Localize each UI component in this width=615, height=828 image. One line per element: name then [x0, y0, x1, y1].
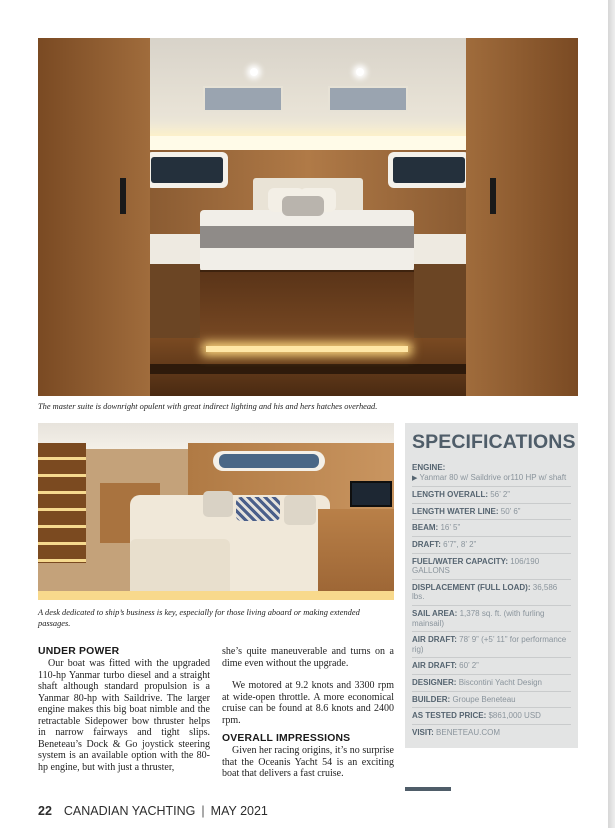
paragraph: We motored at 9.2 knots and 3300 rpm at wide-open throttle. A more economical cruise can be found at 8.6 knots and 2400 rpm. [222, 680, 394, 726]
section-heading-under-power: UNDER POWER [38, 646, 120, 657]
page-edge-shadow [608, 0, 615, 828]
spec-row [412, 708, 571, 725]
wardrobe-handle [120, 178, 126, 214]
spec-value: 60’ 2” [459, 661, 479, 671]
cushion [284, 495, 316, 525]
spec-row [412, 554, 571, 580]
spec-label: VISIT: [412, 727, 434, 737]
wardrobe-left [38, 38, 150, 396]
companionway-stairs [38, 443, 86, 563]
spec-row [412, 504, 571, 521]
floor-glow [38, 591, 394, 600]
saloon-desk-photo [38, 423, 394, 600]
hull-window [213, 451, 325, 471]
specs-accent-rule [405, 787, 451, 791]
spec-label: DESIGNER: [412, 677, 457, 687]
step [108, 364, 508, 374]
spec-row [412, 675, 571, 692]
bed-base-drawers [200, 270, 414, 348]
page-footer [38, 804, 268, 818]
spec-row [412, 580, 571, 606]
photo-caption-middle: A desk dedicated to ship’s business is key, especially for those living aboard or making extended passages. [38, 608, 360, 628]
spec-row [412, 520, 571, 537]
spec-engine [412, 460, 571, 487]
spec-value: $861,000 USD [488, 711, 541, 721]
spec-value: Yanmar 80 w/ Saildrive or110 HP w/ shaft [419, 472, 567, 482]
article-column-1 [38, 658, 210, 790]
spec-label: LENGTH WATER LINE: [412, 506, 499, 516]
chartplotter-screen [350, 481, 392, 507]
paragraph: Given her racing origins, it’s no surprise that the Oceanis Yacht 54 is an exciting boat that delivers a fast cruise. [222, 745, 394, 779]
spec-value: 36,586 lbs. [412, 582, 558, 602]
article-column-2 [222, 646, 394, 726]
spec-value: 16’ 5” [440, 523, 461, 533]
spec-label: DISPLACEMENT (FULL LOAD): [412, 582, 531, 592]
spec-label: AIR DRAFT: [412, 635, 457, 645]
spec-value: 1,378 sq. ft. (with furling mainsail) [412, 608, 545, 628]
cushion [203, 491, 233, 517]
spec-value: 6’7”, 8’ 2” [443, 539, 477, 549]
issue-date: MAY 2021 [210, 804, 268, 818]
wardrobe-right [466, 38, 578, 396]
spec-value: 78’ 9” (+5’ 11” for performance rig) [412, 635, 567, 654]
spec-row [412, 632, 571, 658]
floor-glow [206, 346, 408, 352]
patterned-cushion [236, 497, 280, 521]
spec-value: Biscontini Yacht Design [458, 677, 542, 687]
spec-row [412, 692, 571, 709]
spec-label: SAIL AREA: [412, 608, 458, 618]
spec-label: AIR DRAFT: [412, 661, 457, 671]
page-number: 22 [38, 804, 52, 818]
specifications-box [405, 423, 578, 748]
porthole-window-right [388, 152, 470, 188]
spec-label: DRAFT: [412, 539, 441, 549]
overhead-hatch-left [203, 86, 283, 112]
spec-row [412, 537, 571, 554]
spec-value: Groupe Beneteau [452, 694, 516, 704]
footer-separator: | [201, 804, 205, 818]
spec-label: BEAM: [412, 523, 439, 533]
spec-row [412, 725, 571, 741]
section-heading-overall-impressions: OVERALL IMPRESSIONS [222, 733, 351, 744]
spec-label: ENGINE: [412, 463, 446, 472]
article-column-2-end [222, 745, 394, 780]
spec-value: BENETEAU.COM [436, 727, 501, 737]
spec-value: 106/190 GALLONS [412, 556, 540, 576]
spec-row [412, 658, 571, 675]
photo-caption-top: The master suite is downright opulent with great indirect lighting and his and hers hatches overhead. [38, 402, 378, 411]
spec-value: 50’ 6” [500, 506, 521, 516]
spec-row [412, 487, 571, 504]
spec-label: BUILDER: [412, 694, 451, 704]
paragraph: she’s quite maneuverable and turns on a dime even without the upgrade. [222, 646, 394, 669]
porthole-window-left [146, 152, 228, 188]
spec-list [412, 487, 571, 740]
magazine-name: CANADIAN YACHTING [63, 804, 196, 818]
bed-throw [200, 226, 414, 248]
wardrobe-handle [490, 178, 496, 214]
ceiling-light [250, 68, 258, 76]
spec-label: AS TESTED PRICE: [412, 711, 487, 721]
master-suite-photo [38, 38, 578, 396]
paragraph: Our boat was fitted with the upgraded 110-hp Yanmar turbo diesel and a straight shaft although standard propulsion is a Yanmar 80-hp with Saildrive. The larger engine makes this big boat nimble and the retractable Sidepower bow thruster helps in narrow fairways and tight slips. Beneteau’s Dock & Go joystick steering system is an available option with the 80-hp engine, but with just a thruster, [38, 658, 210, 773]
spec-value: 56’ 2” [490, 490, 510, 500]
specifications-title: SPECIFICATIONS [412, 431, 576, 453]
spec-label: FUEL/WATER CAPACITY: [412, 556, 508, 566]
nav-desk [318, 509, 394, 600]
spec-label: LENGTH OVERALL: [412, 490, 488, 500]
ceiling-light [356, 68, 364, 76]
overhead-hatch-right [328, 86, 408, 112]
indirect-lighting [108, 136, 508, 150]
triangle-bullet-icon: ▶ [412, 474, 418, 482]
pillow [282, 196, 324, 216]
spec-row [412, 606, 571, 632]
